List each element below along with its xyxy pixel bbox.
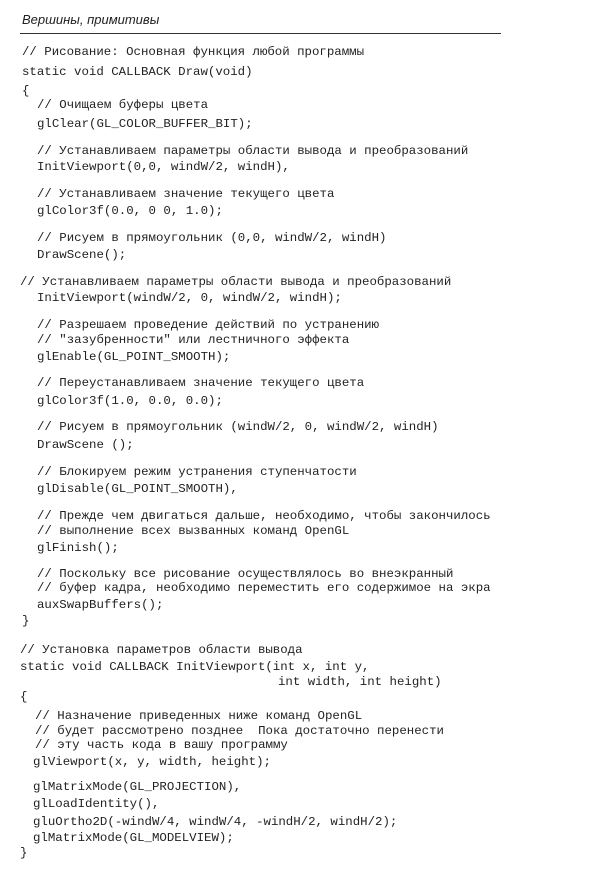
code-comment-line: // Поскольку все рисование осуществлялось во внеэкранный bbox=[37, 567, 454, 581]
code-line: auxSwapBuffers(); bbox=[37, 598, 164, 612]
code-line: gluOrtho2D(-windW/4, windW/4, -windH/2, windH/2); bbox=[33, 815, 398, 829]
code-comment-line: // Прежде чем двигаться дальше, необходимо, чтобы закончилось bbox=[37, 509, 491, 523]
code-line: glEnable(GL_POINT_SMOOTH); bbox=[37, 350, 231, 364]
code-line: glMatrixMode(GL_MODELVIEW); bbox=[33, 831, 234, 845]
code-line: glFinish(); bbox=[37, 541, 119, 555]
code-line: DrawScene(); bbox=[37, 248, 127, 262]
code-comment-line: // "зазубренности" или лестничного эффекта bbox=[37, 333, 350, 347]
code-comment-line: // Рисуем в прямоугольник (windW/2, 0, windW/2, windH) bbox=[37, 420, 439, 434]
code-comment-line: // Установка параметров области вывода bbox=[20, 643, 303, 657]
code-comment-line: // выполнение всех вызванных команд OpenGL bbox=[37, 524, 350, 538]
code-line: glLoadIdentity(), bbox=[33, 797, 160, 811]
code-line: static void CALLBACK InitViewport(int x, int y, bbox=[20, 660, 370, 674]
code-comment-line: // будет рассмотрено позднее Пока достаточно перенести bbox=[35, 724, 444, 738]
code-line: InitViewport(windW/2, 0, windW/2, windH); bbox=[37, 291, 342, 305]
code-line: int width, int height) bbox=[278, 675, 442, 689]
code-line: { bbox=[22, 84, 30, 98]
code-line: } bbox=[20, 846, 28, 860]
running-header: Вершины, примитивы bbox=[22, 12, 160, 27]
code-comment-line: // Рисуем в прямоугольник (0,0, windW/2, windH) bbox=[37, 231, 387, 245]
code-comment-line: // Переустанавливаем значение текущего цвета bbox=[37, 376, 365, 390]
header-rule bbox=[20, 33, 501, 34]
code-comment-line: // буфер кадра, необходимо переместить его содержимое на экра bbox=[37, 581, 491, 595]
code-line: glColor3f(1.0, 0.0, 0.0); bbox=[37, 394, 223, 408]
code-line: glDisable(GL_POINT_SMOOTH), bbox=[37, 482, 238, 496]
code-line: { bbox=[20, 690, 28, 704]
code-line: glClear(GL_COLOR_BUFFER_BIT); bbox=[37, 117, 253, 131]
code-line: static void CALLBACK Draw(void) bbox=[22, 65, 253, 79]
code-line: glMatrixMode(GL_PROJECTION), bbox=[33, 780, 242, 794]
code-line: glViewport(x, y, width, height); bbox=[33, 755, 271, 769]
code-line: DrawScene (); bbox=[37, 438, 134, 452]
code-line: InitViewport(0,0, windW/2, windH), bbox=[37, 160, 290, 174]
code-comment-line: // Назначение приведенных ниже команд OpenGL bbox=[35, 709, 363, 723]
code-line: } bbox=[22, 614, 30, 628]
code-comment-line: // Рисование: Основная функция любой программы bbox=[22, 45, 365, 59]
code-comment-line: // Устанавливаем параметры области вывода и преобразований bbox=[37, 144, 469, 158]
code-line: glColor3f(0.0, 0 0, 1.0); bbox=[37, 204, 223, 218]
code-comment-line: // Устанавливаем значение текущего цвета bbox=[37, 187, 335, 201]
code-comment-line: // Разрешаем проведение действий по устранению bbox=[37, 318, 380, 332]
code-comment-line: // эту часть кода в вашу программу bbox=[35, 738, 288, 752]
code-comment-line: // Блокируем режим устранения ступенчатости bbox=[37, 465, 357, 479]
code-comment-line: // Устанавливаем параметры области вывода и преобразований bbox=[20, 275, 452, 289]
code-comment-line: // Очищаем буферы цвета bbox=[37, 98, 209, 112]
